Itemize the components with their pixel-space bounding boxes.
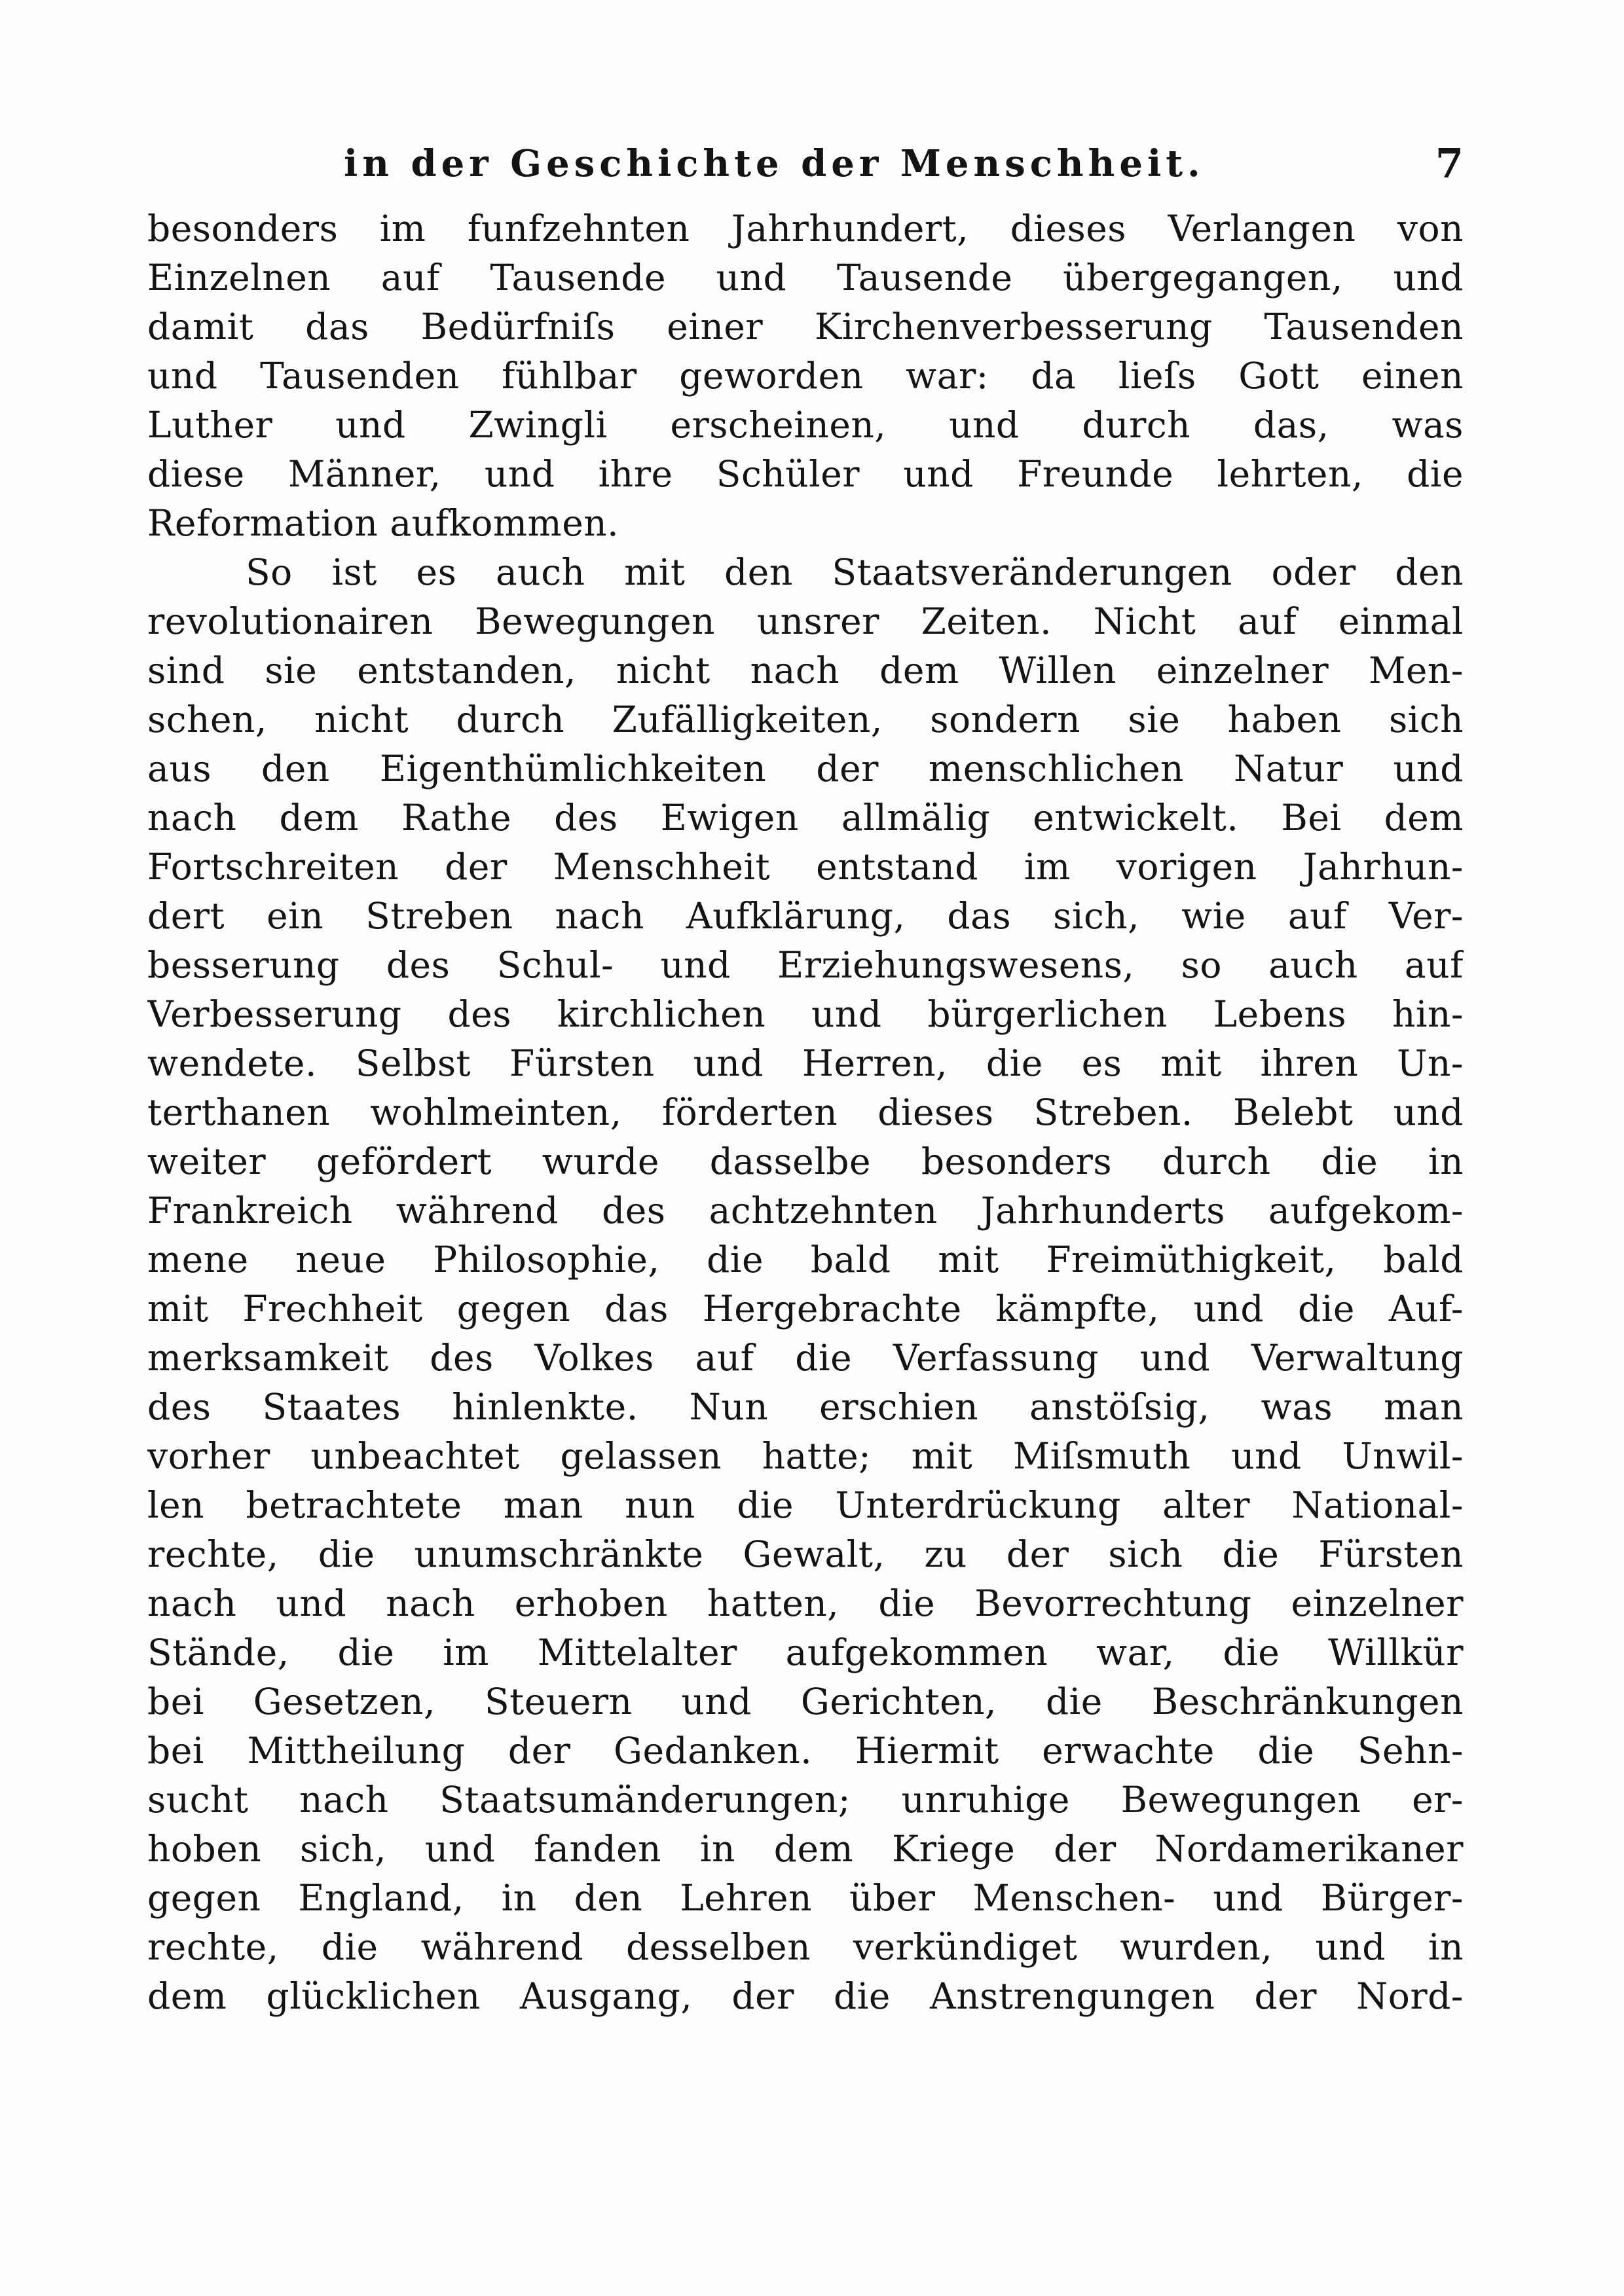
text-line: dem glücklichen Ausgang, der die Anstrengungen der Nord- <box>147 1975 1464 2017</box>
text-line: gegen England, in den Lehren über Menschen- und Bürger- <box>147 1877 1464 1919</box>
text-line: Stände, die im Mittelalter aufgekommen war, die Willkür <box>147 1631 1464 1673</box>
page-number: 7 <box>1435 139 1464 187</box>
text-line: Verbesserung des kirchlichen und bürgerlichen Lebens hin- <box>147 993 1464 1035</box>
text-line: sucht nach Staatsumänderungen; unruhige Bewegungen er- <box>147 1779 1464 1821</box>
text-line: revolutionairen Bewegungen unsrer Zeiten. Nicht auf einmal <box>147 600 1464 642</box>
running-head: in der Geschichte der Menschheit. <box>344 142 1205 185</box>
text-line: und Tausenden fühlbar geworden war: da lieſs Gott einen <box>147 355 1464 397</box>
text-line: aus den Eigenthümlichkeiten der menschlichen Natur und <box>147 748 1464 790</box>
text-line: bei Gesetzen, Steuern und Gerichten, die Beschränkungen <box>147 1681 1464 1722</box>
text-line: Einzelnen auf Tausende und Tausende übergegangen, und <box>147 257 1464 299</box>
text-line: Frankreich während des achtzehnten Jahrhunderts aufgekom- <box>147 1190 1464 1231</box>
paragraph-2 <box>147 548 1464 2021</box>
text-line: wendete. Selbst Fürsten und Herren, die es mit ihren Un- <box>147 1042 1464 1084</box>
text-line: len betrachtete man nun die Unterdrückung alter National- <box>147 1484 1464 1526</box>
text-line: vorher unbeachtet gelassen hatte; mit Miſsmuth und Unwil- <box>147 1435 1464 1477</box>
text-line: terthanen wohlmeinten, förderten dieses Streben. Belebt und <box>147 1091 1464 1133</box>
text-line: merksamkeit des Volkes auf die Verfassung und Verwaltung <box>147 1337 1464 1379</box>
text-line: schen, nicht durch Zufälligkeiten, sondern sie haben sich <box>147 699 1464 740</box>
body-text <box>147 204 1464 2021</box>
text-line: dert ein Streben nach Aufklärung, das sich, wie auf Ver- <box>147 895 1464 937</box>
text-line: besserung des Schul- und Erziehungswesens, so auch auf <box>147 944 1464 986</box>
text-line: damit das Bedürfniſs einer Kirchenverbesserung Tausenden <box>147 306 1464 348</box>
text-line: sind sie entstanden, nicht nach dem Willen einzelner Men- <box>147 649 1464 691</box>
text-line: bei Mittheilung der Gedanken. Hiermit erwachte die Sehn- <box>147 1730 1464 1772</box>
paragraph-1 <box>147 204 1464 548</box>
text-line: So ist es auch mit den Staatsveränderungen oder den <box>246 551 1464 593</box>
text-line: rechte, die während desselben verkündiget wurden, und in <box>147 1926 1464 1968</box>
text-line: nach dem Rathe des Ewigen allmälig entwickelt. Bei dem <box>147 797 1464 839</box>
text-line: Reformation aufkommen. <box>147 502 619 544</box>
text-line: Fortschreiten der Menschheit entstand im vorigen Jahrhun- <box>147 846 1464 888</box>
text-line: mit Frechheit gegen das Hergebrachte kämpfte, und die Auf- <box>147 1288 1464 1330</box>
text-line: rechte, die unumschränkte Gewalt, zu der sich die Fürsten <box>147 1533 1464 1575</box>
text-line: Luther und Zwingli erscheinen, und durch das, was <box>147 404 1464 446</box>
text-line: besonders im funfzehnten Jahrhundert, dieses Verlangen von <box>147 208 1464 249</box>
text-line: diese Männer, und ihre Schüler und Freunde lehrten, die <box>147 453 1464 495</box>
text-line: weiter gefördert wurde dasselbe besonders durch die in <box>147 1140 1464 1182</box>
page-header <box>147 134 1464 193</box>
text-line: nach und nach erhoben hatten, die Bevorrechtung einzelner <box>147 1582 1464 1624</box>
text-line: hoben sich, und fanden in dem Kriege der Nordamerikaner <box>147 1828 1464 1870</box>
text-line: mene neue Philosophie, die bald mit Freimüthigkeit, bald <box>147 1239 1464 1281</box>
text-line: des Staates hinlenkte. Nun erschien anstöſsig, was man <box>147 1386 1464 1428</box>
